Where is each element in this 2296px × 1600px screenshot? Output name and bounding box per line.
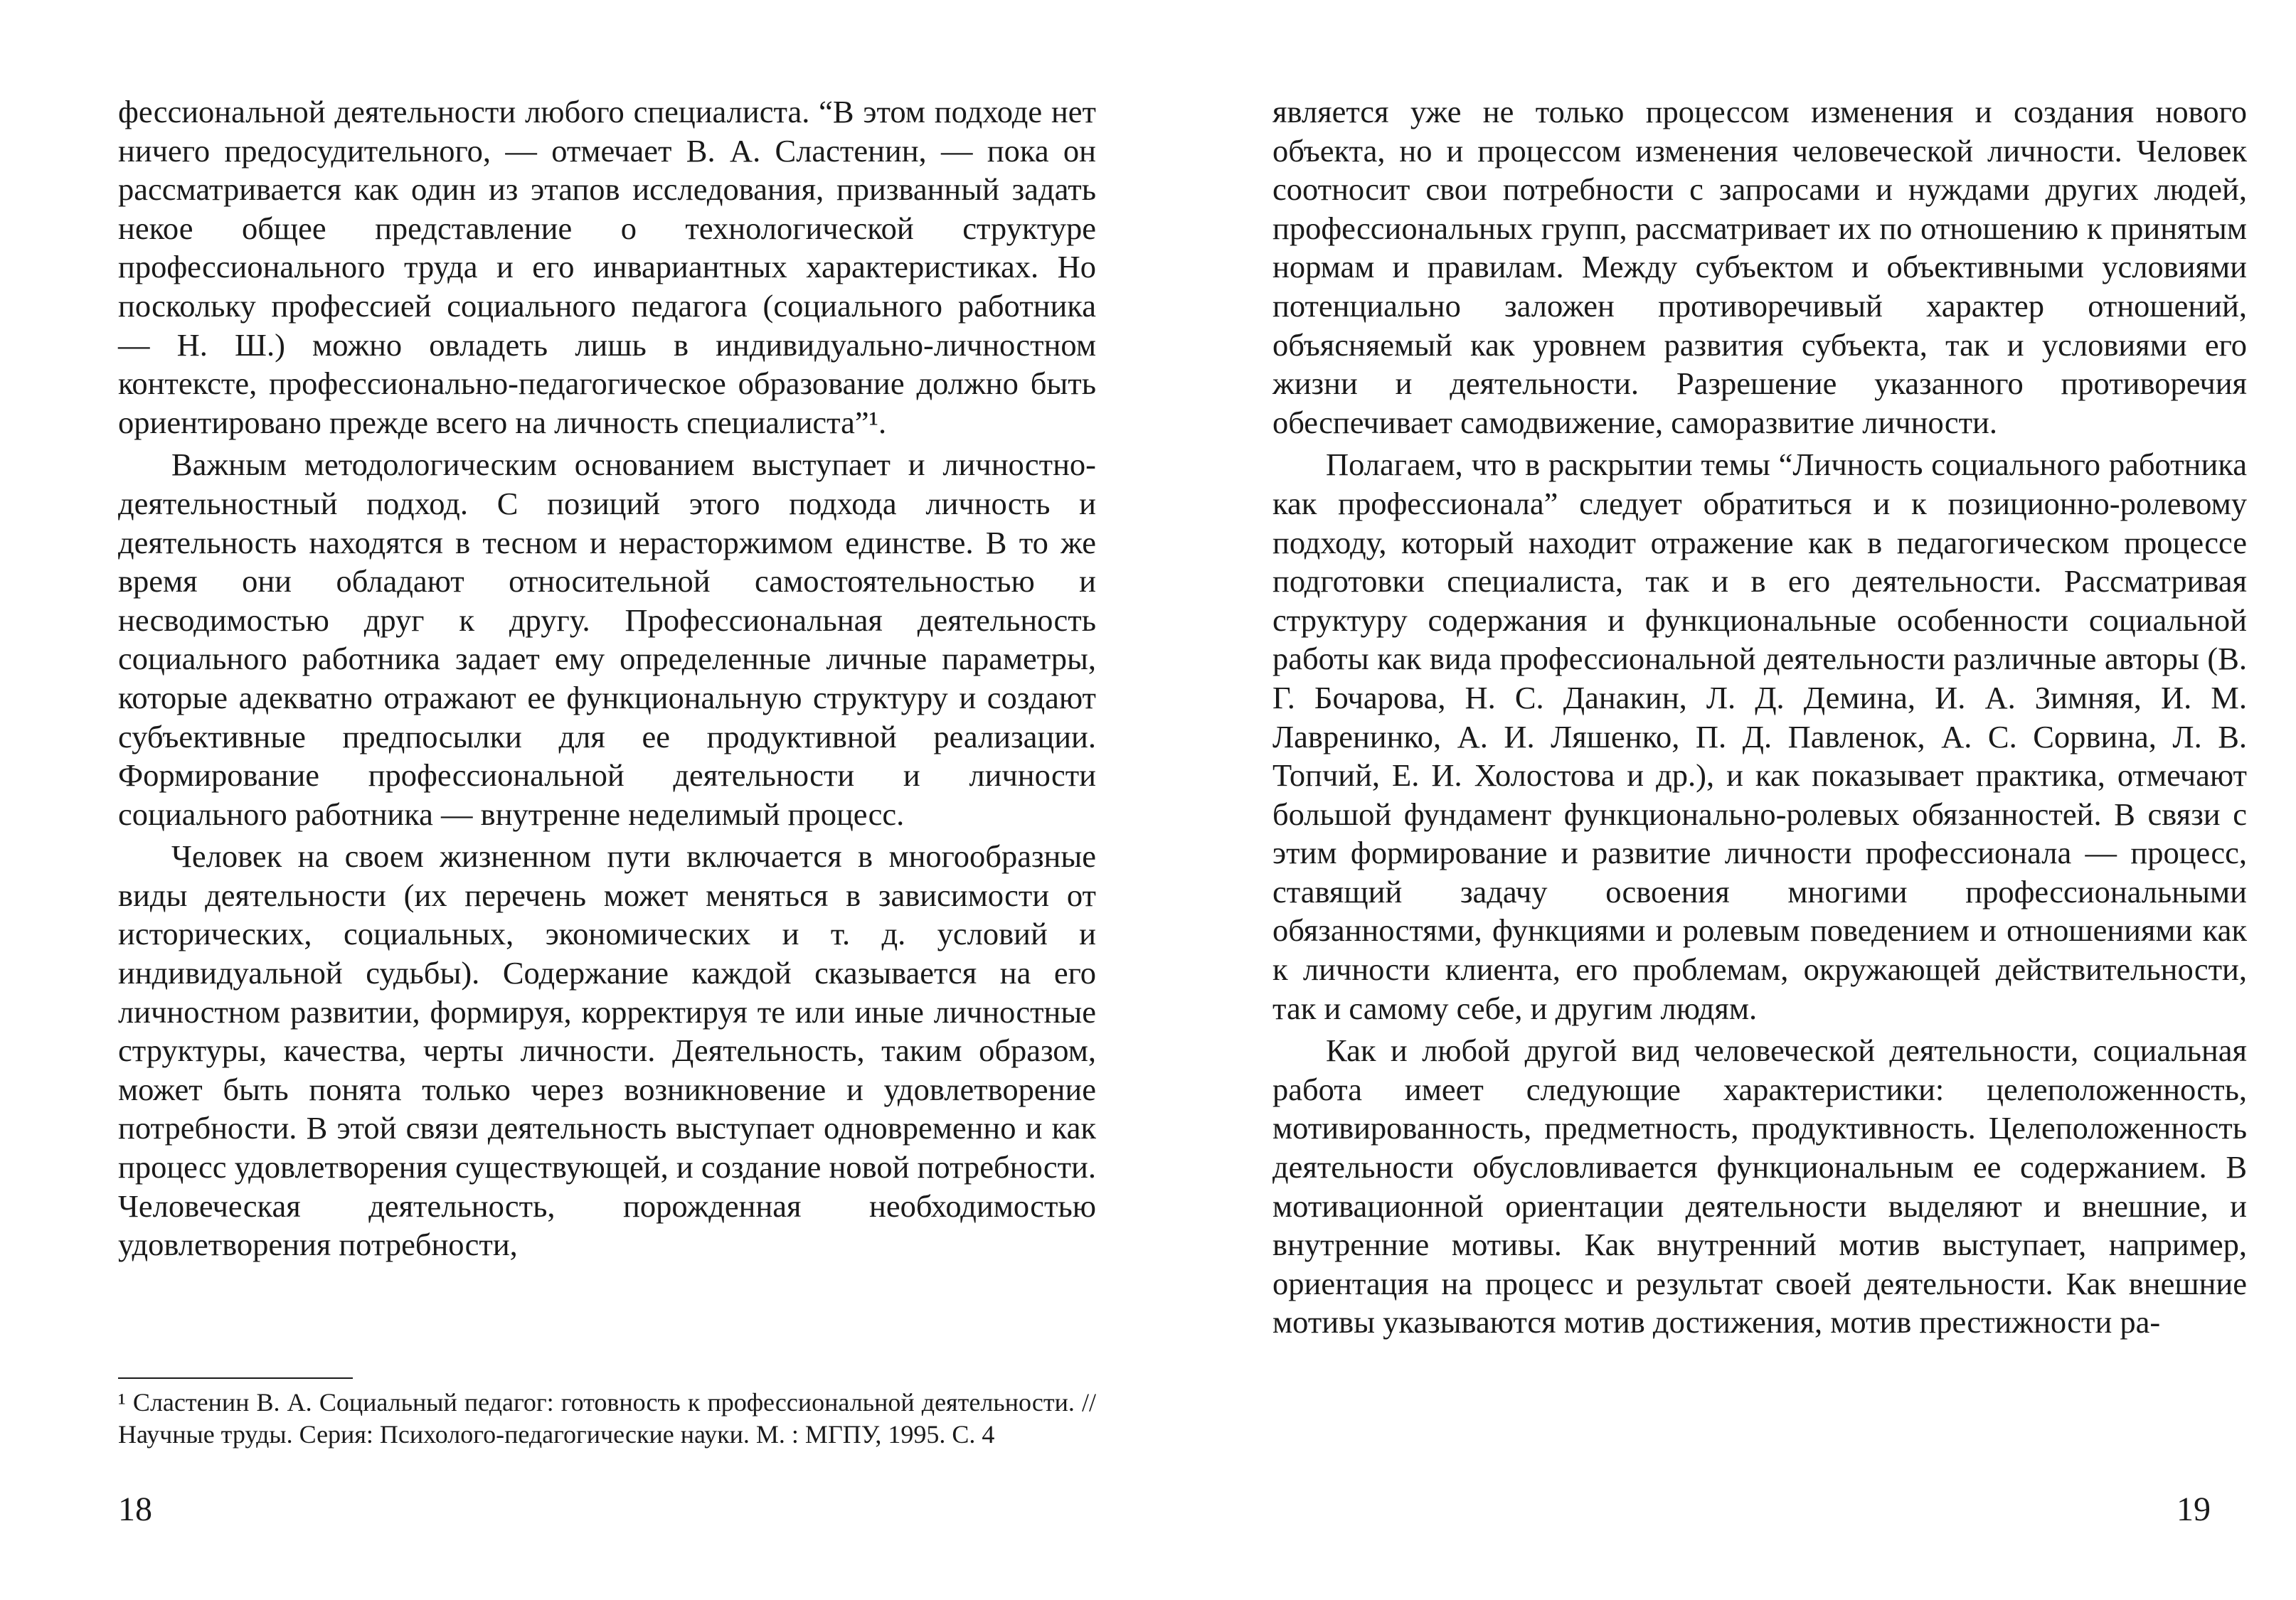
- paragraph: Как и любой другой вид человеческой деятельности, социальная работа имеет следующие характеристики: целеположенность, мотивированность, предметность, продуктивность. Целеположенность деятельности обусловливается функциональным ее содержанием. В мотивационной ориентации деятельности выделяют и внешние, и внутренние мотивы. Как внутренний мотив выступает, например, ориентация на процесс и результат своей деятельности. Как внешние мотивы указываются мотив достижения, мотив престижности ра-: [1272, 1033, 2247, 1340]
- paragraph: Полагаем, что в раскрытии темы “Личность социального работника как профессионала” следует обратиться и к позиционно-ролевому подходу, который находит отражение как в педагогическом процессе подготовки специалиста, так и в его деятельности. Рассматривая структуру содержания и функциональные особенности социальной работы как вида профессиональной деятельности различные авторы (В. Г. Бочарова, Н. С. Данакин, Л. Д. Демина, И. А. Зимняя, И. М. Лавренинко, А. И. Ляшенко, П. Д. Павленок, А. С. Сорвина, Л. В. Топчий, Е. И. Холостова и др.), и как показывает практика, отмечают большой фундамент функционально-ролевых обязанностей. В связи с этим формирование и развитие личности профессионала — процесс, ставящий задачу освоения многими профессиональными обязанностями, функциями и ролевым поведением и отношениями как к личности клиента, его проблемам, окружающей действительности, так и самому себе, и другим людям.: [1272, 447, 2247, 1026]
- right-page-text: [1272, 92, 2247, 1342]
- footnote-divider: [118, 1377, 353, 1379]
- footnote: ¹ Сластенин В. А. Социальный педагог: готовность к профессиональной деятельности. // Научные труды. Серия: Психолого-педагогические науки. М. : МГПУ, 1995. С. 4: [118, 1388, 1096, 1449]
- paragraph: фессиональной деятельности любого специалиста. “В этом подходе нет ничего предосудительного, — отмечает В. А. Сластенин, — пока он рассматривается как один из этапов исследования, призванный задать некое общее представление о технологической структуре профессионального труда и его инвариантных характеристиках. Но поскольку профессией социального педагога (социального работника — Н. Ш.) можно овладеть лишь в индивидуально-личностном контексте, профессионально-педагогическое образование должно быть ориентировано прежде всего на личность специалиста”¹.: [118, 94, 1096, 440]
- paragraph: является уже не только процессом изменения и создания нового объекта, но и процессом изменения человеческой личности. Человек соотносит свои потребности с запросами и нуждами других людей, профессиональных групп, рассматривает их по отношению к принятым нормам и правилам. Между субъектом и объективными условиями потенциально заложен противоречивый характер отношений, объясняемый как уровнем развития субъекта, так и условиями его жизни и деятельности. Разрешение указанного противоречия обеспечивает самодвижение, саморазвитие личности.: [1272, 94, 2247, 440]
- left-page-text: [118, 92, 1096, 1264]
- paragraph: Важным методологическим основанием выступает и личностно-деятельностный подход. С позиций этого подхода личность и деятельность находятся в тесном и нерасторжимом единстве. В то же время они обладают относительной самостоятельностью и несводимостью друг к другу. Профессиональная деятельность социального работника задает ему определенные личные параметры, которые адекватно отражают ее функциональную структуру и создают субъективные предпосылки для ее продуктивной реализации. Формирование профессиональной деятельности и личности социального работника — внутренне неделимый процесс.: [118, 447, 1096, 832]
- right-page: [1148, 0, 2296, 1600]
- page-number: 19: [2177, 1490, 2211, 1528]
- paragraph: Человек на своем жизненном пути включается в многообразные виды деятельности (их перечень может меняться в зависимости от исторических, социальных, экономических и т. д. условий и индивидуальной судьбы). Содержание каждой сказывается на его личностном развитии, формируя, корректируя те или иные личностные структуры, качества, черты личности. Деятельность, таким образом, может быть понята только через возникновение и удовлетворение потребности. В этой связи деятельность выступает одновременно и как процесс удовлетворения существующей, и создание новой потребности. Человеческая деятельность, порожденная необходимостью удовлетворения потребности,: [118, 838, 1096, 1263]
- page-number: 18: [118, 1490, 152, 1528]
